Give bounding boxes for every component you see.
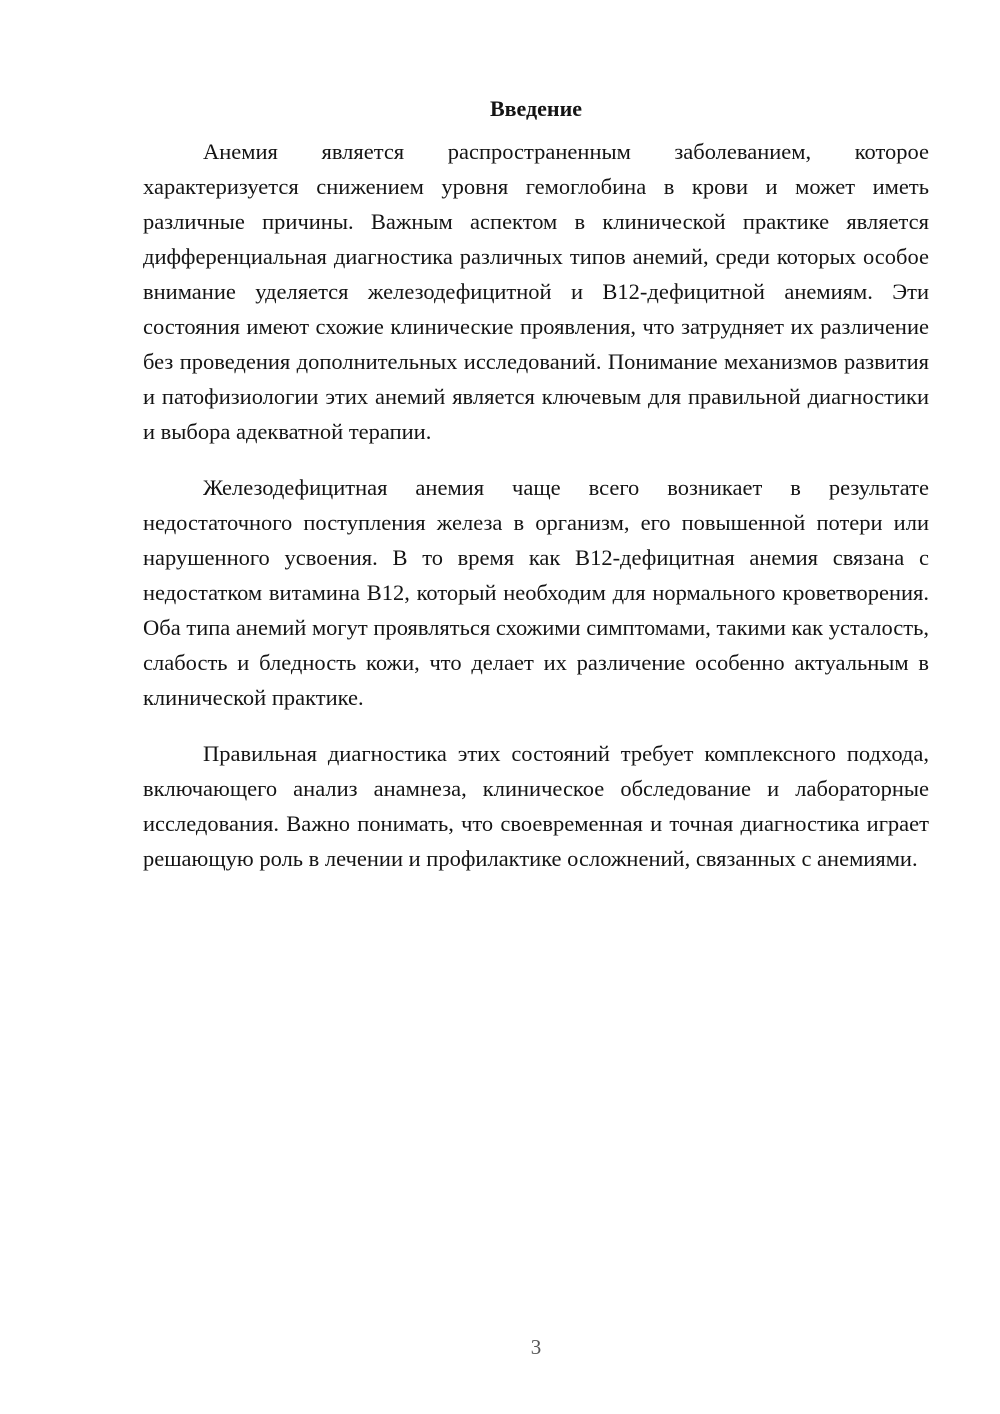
page-number: 3: [530, 1335, 542, 1359]
paragraph-3: Правильная диагностика этих состояний требует комплексного подхода, включающего анализ анамнеза, клиническое обследование и лабораторные исследования. Важно понимать, что своевременная и точная диагностика играет решающую роль в лечении и профилактике осложнений, связанных с анемиями.: [143, 741, 929, 871]
section-heading: Введение: [489, 96, 583, 121]
page-content: [143, 94, 929, 897]
paragraph-1: Анемия является распространенным заболеванием, которое характеризуется снижением уровня гемоглобина в крови и может иметь различные причины. Важным аспектом в клинической практике является дифференциальная диагностика различных типов анемий, среди которых особое внимание уделяется железодефицитной и В12-дефицитной анемиям. Эти состояния имеют схожие клинические проявления, что затрудняет их различение без проведения дополнительных исследований. Понимание механизмов развития и патофизиологии этих анемий является ключевым для правильной диагностики и выбора адекватной терапии.: [143, 139, 929, 444]
paragraph-2: Железодефицитная анемия чаще всего возникает в результате недостаточного поступления железа в организм, его повышенной потери или нарушенного усвоения. В то время как В12-дефицитная анемия связана с недостатком витамина В12, который необходим для нормального кроветворения. Оба типа анемий могут проявляться схожими симптомами, такими как усталость, слабость и бледность кожи, что делает их различение особенно актуальным в клинической практике.: [143, 475, 929, 710]
